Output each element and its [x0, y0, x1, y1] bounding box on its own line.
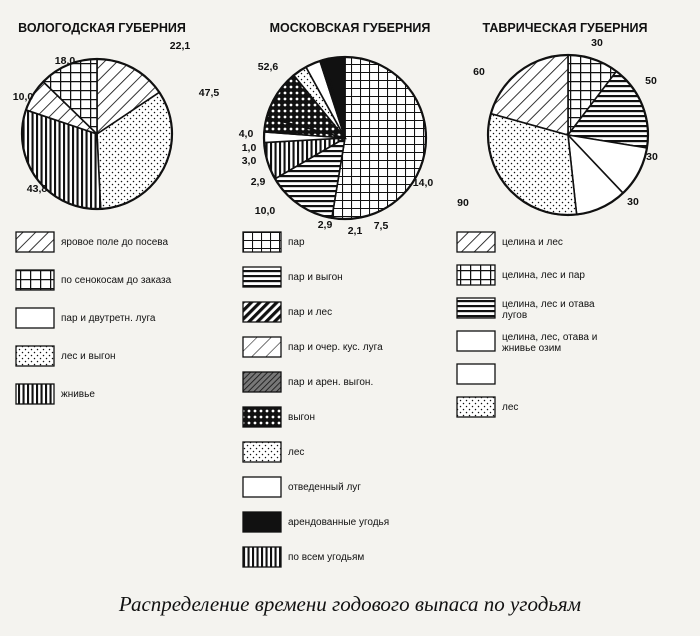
slice-value-label: 1,0: [241, 142, 257, 154]
legend-label: по сенокосам до заказа: [61, 275, 172, 286]
legend-swatch: [16, 270, 54, 290]
slice-value-label: 14,0: [412, 177, 434, 189]
slice-value-label: 2,9: [250, 176, 266, 188]
legend-swatch: [457, 232, 495, 252]
legend-label: пар и выгон: [288, 272, 343, 283]
legend-item: [16, 270, 172, 290]
legend-label: лугов: [502, 310, 528, 321]
legend-label: лес и выгон: [61, 351, 116, 362]
legend-swatch: [243, 267, 281, 287]
legend-swatch: [243, 512, 281, 532]
legend-label: отведенный луг: [288, 482, 361, 493]
legend-label: целина, лес и отава: [502, 299, 595, 310]
chart-legend: [457, 232, 597, 417]
slice-value-label: 7,5: [373, 220, 389, 232]
legend-item: [243, 512, 389, 532]
legend-label: пар и лес: [288, 307, 333, 318]
legend-swatch: [243, 477, 281, 497]
legend-label: выгон: [288, 412, 316, 423]
legend-label: лес: [288, 447, 305, 458]
legend-item: [243, 372, 373, 392]
pie-chart-3: [457, 21, 658, 417]
slice-value-label: 90: [457, 197, 469, 209]
chart-title: МОСКОВСКАЯ ГУБЕРНИЯ: [269, 21, 431, 35]
legend-swatch: [243, 372, 281, 392]
legend-item: [16, 232, 168, 252]
legend-item: [16, 308, 156, 328]
legend-item: [457, 331, 597, 354]
slice-value-label: 30: [627, 196, 639, 208]
slice-value-label: 2,9: [317, 219, 333, 231]
legend-item: [243, 477, 361, 497]
legend-item: [457, 265, 585, 285]
legend-item: [16, 346, 116, 366]
chart-title: ВОЛОГОДСКАЯ ГУБЕРНИЯ: [18, 21, 186, 35]
slice-value-label: 2,1: [347, 225, 363, 237]
slice-value-label: 4,0: [238, 128, 254, 140]
slice-value-label: 3,0: [241, 155, 257, 167]
legend-swatch: [243, 337, 281, 357]
slice-value-label: 60: [473, 66, 485, 78]
legend-swatch: [243, 302, 281, 322]
legend-item: [457, 397, 518, 417]
chart-legend: [16, 232, 172, 404]
pie-chart-1: [13, 21, 220, 404]
slice-value-label: 10,0: [254, 205, 276, 217]
legend-swatch: [457, 364, 495, 384]
legend-swatch: [16, 308, 54, 328]
legend-swatch: [243, 407, 281, 427]
slice-value-label: 47,5: [198, 87, 220, 99]
legend-item: [243, 267, 343, 287]
legend-label: яровое поле до посева: [61, 237, 169, 248]
legend-swatch: [16, 346, 54, 366]
legend-label: целина, лес, отава и: [502, 332, 598, 343]
legend-label: пар и арен. выгон.: [288, 377, 374, 388]
legend-item: [243, 232, 305, 252]
legend-item: [243, 407, 315, 427]
slice-value-label: 18,0: [54, 55, 76, 67]
slice-value-label: 30: [591, 37, 603, 49]
legend-swatch: [457, 298, 495, 318]
legend-label: целина и лес: [502, 237, 563, 248]
legend-swatch: [457, 331, 495, 351]
legend-item: [243, 302, 332, 322]
legend-item: [457, 232, 563, 252]
legend-label: жнивье: [61, 389, 95, 400]
legend-swatch: [457, 397, 495, 417]
legend-item: [457, 298, 595, 321]
slice-value-label: 22,1: [169, 40, 191, 52]
legend-swatch: [16, 232, 54, 252]
legend-swatch: [16, 384, 54, 404]
legend-swatch: [243, 232, 281, 252]
chart-legend: [243, 232, 389, 567]
legend-label: пар и очер. кус. луга: [288, 342, 383, 353]
legend-label: пар: [288, 237, 305, 248]
slice-value-label: 52,6: [257, 61, 279, 73]
figure-caption: Распределение времени годового выпаса по угодьям: [118, 592, 582, 616]
slice-value-label: 10,0: [12, 91, 34, 103]
legend-item: [243, 547, 364, 567]
pie-chart-2: [239, 21, 434, 567]
legend-label: целина, лес и пар: [502, 270, 585, 281]
legend-item: [16, 384, 95, 404]
legend-swatch: [243, 547, 281, 567]
legend-swatch: [457, 265, 495, 285]
legend-item: [457, 364, 495, 384]
slice-value-label: 43,8: [26, 183, 48, 195]
legend-label: арендованные угодья: [288, 517, 390, 528]
legend-label: жнивье озим: [502, 343, 562, 354]
legend-item: [243, 337, 383, 357]
legend-label: лес: [502, 402, 519, 413]
legend-label: пар и двутретн. луга: [61, 313, 156, 324]
slice-value-label: 50: [645, 75, 657, 87]
legend-swatch: [243, 442, 281, 462]
chart-title: ТАВРИЧЕСКАЯ ГУБЕРНИЯ: [482, 21, 648, 35]
legend-label: по всем угодьям: [288, 552, 365, 563]
legend-item: [243, 442, 304, 462]
slice-value-label: 30: [646, 151, 658, 163]
